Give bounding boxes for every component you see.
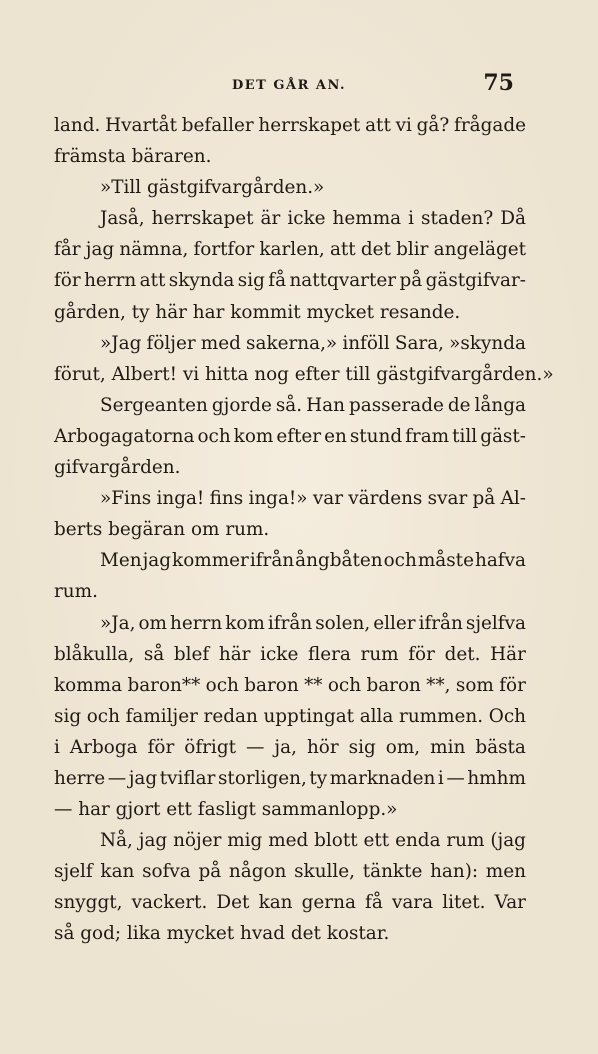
word: på bbox=[198, 861, 222, 883]
word: »Ja, bbox=[100, 612, 136, 634]
word: sjelf bbox=[54, 861, 93, 883]
word: jag bbox=[128, 767, 158, 789]
word: herre bbox=[54, 767, 106, 789]
page-header bbox=[52, 70, 514, 100]
text-line bbox=[54, 390, 526, 421]
word: om bbox=[138, 612, 167, 634]
word: — bbox=[246, 736, 265, 758]
text-line bbox=[54, 887, 526, 918]
word: Hvartåt bbox=[105, 115, 178, 136]
word: någon bbox=[228, 861, 287, 883]
word: herrn bbox=[84, 270, 137, 292]
word: staden? bbox=[421, 208, 494, 230]
word: — bbox=[446, 767, 465, 789]
word: kom bbox=[233, 425, 274, 447]
word: få bbox=[268, 270, 287, 292]
word: är bbox=[260, 208, 281, 230]
text-line bbox=[54, 670, 526, 701]
word: Här bbox=[490, 643, 526, 665]
text-line bbox=[54, 794, 526, 825]
body-text bbox=[54, 110, 554, 950]
text-line bbox=[54, 701, 526, 732]
text-line bbox=[54, 483, 526, 514]
word: sofva bbox=[142, 861, 191, 883]
text-line bbox=[54, 297, 526, 328]
word: kan bbox=[258, 892, 293, 914]
word: frågade bbox=[454, 115, 526, 136]
text-line bbox=[54, 608, 526, 639]
word: land. bbox=[54, 115, 101, 136]
word: på bbox=[472, 488, 496, 510]
word: i bbox=[408, 208, 415, 230]
word: hafva bbox=[474, 550, 526, 572]
word: baron bbox=[366, 674, 421, 696]
word: och bbox=[327, 674, 362, 696]
word: skynda bbox=[168, 270, 235, 292]
word: skulle, bbox=[294, 861, 356, 883]
word: »skynda bbox=[449, 332, 526, 354]
word: sakerna,» bbox=[246, 332, 338, 354]
word: för bbox=[147, 736, 175, 758]
word: ty bbox=[309, 767, 328, 789]
word: flera bbox=[307, 643, 351, 665]
word: och bbox=[197, 425, 231, 447]
word: kan bbox=[100, 861, 135, 883]
word: hemma bbox=[332, 208, 402, 230]
word: Arboga bbox=[69, 736, 138, 758]
word: Sergeanten bbox=[100, 394, 208, 416]
word: gästgifvar- bbox=[425, 270, 526, 292]
word: sig bbox=[54, 705, 82, 727]
word: baron** bbox=[127, 674, 201, 696]
text-line-content: främsta bäraren. bbox=[54, 146, 212, 168]
word: tviflar bbox=[159, 767, 216, 789]
word: litet. bbox=[442, 892, 486, 914]
word: bästa bbox=[475, 736, 526, 758]
word: herrskapet bbox=[151, 208, 254, 230]
word: ifrån bbox=[249, 550, 295, 572]
word: men bbox=[485, 861, 526, 883]
word: gerna bbox=[301, 892, 356, 914]
word: kom bbox=[225, 612, 265, 634]
text-line-content: rum. bbox=[54, 581, 98, 603]
word: sig bbox=[237, 270, 265, 292]
word: hör bbox=[306, 736, 339, 758]
word: Sara, bbox=[394, 332, 445, 354]
word: få bbox=[365, 892, 383, 914]
word: att bbox=[139, 270, 166, 292]
text-line-content: »Till gästgifvargården.» bbox=[100, 177, 325, 199]
word: »Fins bbox=[100, 488, 152, 510]
word: Det bbox=[216, 892, 250, 914]
word: nämna, bbox=[119, 239, 189, 261]
word: med bbox=[200, 332, 241, 354]
text-line bbox=[54, 203, 526, 234]
word: blir bbox=[396, 239, 429, 261]
word: (jag bbox=[490, 830, 526, 852]
word: för bbox=[54, 270, 81, 292]
word: kommer bbox=[172, 550, 249, 572]
word: »Jag bbox=[100, 332, 142, 354]
word: hmhm bbox=[467, 767, 526, 789]
text-line-content: så god; lika mycket hvad det kostar. bbox=[54, 923, 390, 945]
word: ja, bbox=[274, 736, 297, 758]
word: Men bbox=[100, 550, 142, 572]
word: så bbox=[143, 643, 165, 665]
word: karlen, bbox=[259, 239, 325, 261]
word: följer bbox=[146, 332, 196, 354]
text-line bbox=[54, 452, 526, 483]
word: enda bbox=[395, 830, 441, 852]
word: angeläget bbox=[433, 239, 526, 261]
word: fins bbox=[209, 488, 244, 510]
word: för bbox=[408, 643, 435, 665]
word: nöjer bbox=[173, 830, 222, 852]
word: blef bbox=[173, 643, 210, 665]
word: rum bbox=[446, 830, 485, 852]
word: befaller bbox=[181, 115, 254, 136]
word: Och bbox=[488, 705, 526, 727]
word: **, bbox=[426, 674, 451, 696]
text-line bbox=[54, 545, 526, 576]
text-line bbox=[54, 141, 526, 172]
word: redan bbox=[203, 705, 258, 727]
word: värdens bbox=[348, 488, 423, 510]
word: efter bbox=[276, 425, 322, 447]
word: ** bbox=[304, 674, 323, 696]
text-line-content: — har gjort ett fasligt sammanlopp.» bbox=[54, 799, 398, 821]
word: herrn bbox=[170, 612, 223, 634]
word: sig bbox=[348, 736, 376, 758]
word: om, bbox=[385, 736, 421, 758]
word: som bbox=[455, 674, 494, 696]
word: öfrigt bbox=[184, 736, 236, 758]
word: jag bbox=[138, 830, 168, 852]
text-line bbox=[54, 763, 526, 794]
word: eller bbox=[373, 612, 416, 634]
word: icke bbox=[260, 643, 299, 665]
word: ifrån bbox=[418, 612, 463, 634]
word: och bbox=[383, 550, 417, 572]
word: blåkulla, bbox=[54, 643, 135, 665]
word: långa bbox=[474, 394, 526, 416]
word: nattqvarter bbox=[289, 270, 397, 292]
text-line bbox=[54, 172, 526, 203]
word: solen, bbox=[315, 612, 371, 634]
word: inföll bbox=[342, 332, 390, 354]
text-line bbox=[54, 825, 526, 856]
word: storligen, bbox=[217, 767, 307, 789]
word: Arbogagatorna bbox=[54, 425, 195, 447]
word: att bbox=[365, 115, 391, 136]
text-line bbox=[54, 265, 526, 296]
word: fram bbox=[405, 425, 450, 447]
word: här bbox=[218, 643, 251, 665]
word: blott bbox=[314, 830, 358, 852]
word: sjelfva bbox=[465, 612, 526, 634]
word: passerade bbox=[348, 394, 444, 416]
word: rum bbox=[360, 643, 399, 665]
word: och bbox=[86, 705, 120, 727]
text-line bbox=[54, 359, 554, 390]
word: icke bbox=[287, 208, 326, 230]
word: till bbox=[452, 425, 478, 447]
word: tänkte bbox=[362, 861, 423, 883]
text-line bbox=[54, 514, 526, 545]
word: fortfor bbox=[193, 239, 255, 261]
word: vackert. bbox=[131, 892, 208, 914]
word: jag bbox=[142, 550, 172, 572]
word: var bbox=[312, 488, 343, 510]
word: — bbox=[107, 767, 127, 789]
word: stund bbox=[349, 425, 403, 447]
word: Då bbox=[500, 208, 526, 230]
text-line bbox=[54, 110, 526, 141]
word: en bbox=[324, 425, 347, 447]
word: att bbox=[329, 239, 356, 261]
text-line-content: förut, Albert! vi hitta nog efter till gästgifvargården.» bbox=[54, 363, 554, 385]
word: ett bbox=[363, 830, 390, 852]
word: snyggt, bbox=[54, 892, 123, 914]
word: Han bbox=[306, 394, 345, 416]
text-line-content: gifvargården. bbox=[54, 457, 181, 479]
word: ångbåten bbox=[295, 550, 383, 572]
word: för bbox=[499, 674, 526, 696]
word: gäst- bbox=[480, 425, 526, 447]
text-line bbox=[54, 328, 526, 359]
word: komma bbox=[54, 674, 123, 696]
word: Jaså, bbox=[100, 208, 145, 230]
word: det. bbox=[444, 643, 481, 665]
word: vi bbox=[395, 115, 412, 136]
text-line bbox=[54, 856, 526, 887]
word: får bbox=[54, 239, 81, 261]
page-number: 75 bbox=[483, 70, 514, 96]
word: gjorde bbox=[211, 394, 272, 416]
text-line bbox=[54, 234, 526, 265]
word: vara bbox=[391, 892, 434, 914]
word: herrskapet bbox=[258, 115, 361, 136]
text-line bbox=[54, 421, 526, 452]
word: min bbox=[430, 736, 466, 758]
word: mig bbox=[227, 830, 263, 852]
word: Al- bbox=[500, 488, 526, 510]
word: alla bbox=[359, 705, 394, 727]
text-line bbox=[54, 639, 526, 670]
word: ifrån bbox=[267, 612, 313, 634]
text-line-content: berts begäran om rum. bbox=[54, 519, 270, 541]
word: han): bbox=[430, 861, 479, 883]
word: rummen. bbox=[399, 705, 484, 727]
word: på bbox=[399, 270, 423, 292]
word: i bbox=[54, 736, 60, 758]
word: och bbox=[205, 674, 239, 696]
word: jag bbox=[85, 239, 115, 261]
word: i bbox=[437, 767, 444, 789]
word: gå? bbox=[416, 115, 450, 136]
word: svar bbox=[427, 488, 468, 510]
word: inga! bbox=[156, 488, 205, 510]
word: med bbox=[268, 830, 309, 852]
text-line bbox=[54, 732, 526, 763]
word: upptingat bbox=[263, 705, 355, 727]
word: baron bbox=[244, 674, 299, 696]
word: Var bbox=[494, 892, 526, 914]
word: marknaden bbox=[329, 767, 436, 789]
word: så. bbox=[275, 394, 303, 416]
word: inga!» bbox=[248, 488, 308, 510]
text-line bbox=[54, 576, 526, 607]
word: det bbox=[360, 239, 391, 261]
text-line bbox=[54, 918, 526, 949]
word: de bbox=[447, 394, 471, 416]
word: Nå, bbox=[100, 830, 133, 852]
word: måste bbox=[417, 550, 474, 572]
running-title: DET GÅR AN. bbox=[232, 78, 347, 93]
word: familjer bbox=[125, 705, 198, 727]
text-line-content: gården, ty här har kommit mycket resande. bbox=[54, 301, 461, 323]
